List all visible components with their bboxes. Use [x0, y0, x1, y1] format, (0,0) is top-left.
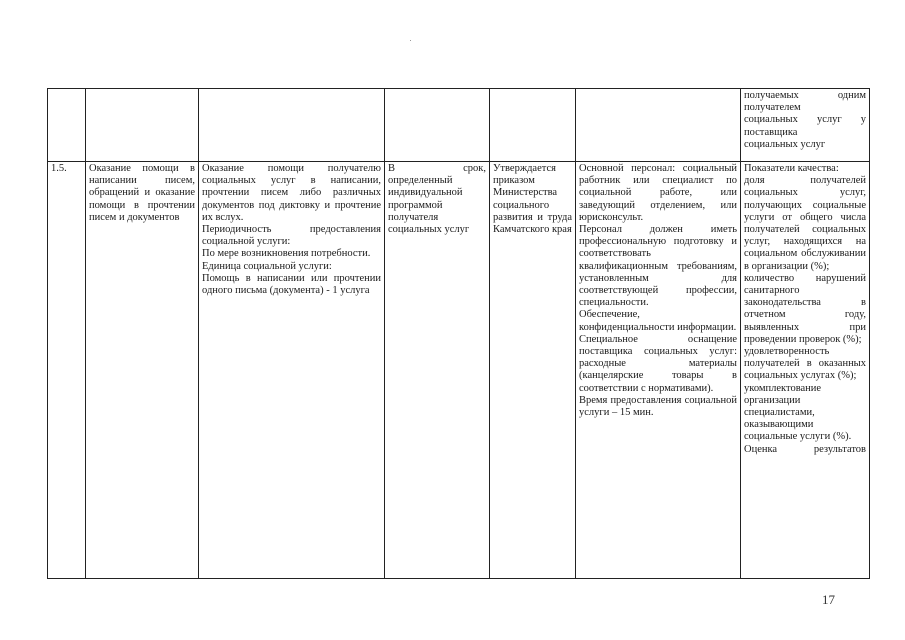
cell-empty	[48, 89, 86, 162]
continuation-line: социальных услуг у	[744, 114, 866, 126]
cell-quality-continuation	[741, 89, 870, 162]
continuation-line: получаемых одним	[744, 90, 866, 101]
cell-empty	[199, 89, 385, 162]
tariff-text: Утверждается приказом Министерства социального развития и труда Камчатского края	[493, 163, 572, 236]
unit-label: Единица социальной услуги:	[202, 260, 332, 272]
continuation-line: получателем	[744, 102, 801, 114]
services-table	[47, 88, 870, 579]
cell-conditions	[576, 162, 741, 579]
row-number: 1.5.	[51, 163, 67, 174]
conditions-time: Время предоставления социальной услуги – 15 мин.	[579, 394, 737, 419]
cell-quality	[741, 162, 870, 579]
service-name: Оказание помощи в написании писем, обращений и оказание помощи в прочтении писем и документов	[89, 163, 195, 223]
conditions-personnel: Основной персонал: социальный работник или специалист по социальной работе, или заведующий отделением, или юрисконсульт.	[579, 163, 737, 223]
quality-indicator: количество нарушений санитарного законодательства в отчетном году, выявленных при проведении проверок (%);	[744, 272, 866, 345]
cell-term	[385, 162, 490, 579]
cell-tariff	[490, 162, 576, 579]
cell-empty	[490, 89, 576, 162]
quality-indicator: удовлетворенность получателей в оказанных социальных услугах (%);	[744, 346, 866, 382]
periodicity-label: Периодичность предоставления социальной услуги:	[202, 224, 381, 248]
conditions-confidentiality: Обеспечение, конфиденциальности информации.	[579, 309, 737, 333]
cell-empty	[385, 89, 490, 162]
cell-row-number	[48, 162, 86, 579]
quality-indicator: доля получателей социальных услуг, получающих социальные услуги от общего числа получателей социальных услуг, находящихся на социальном обслуживании в организации (%);	[744, 175, 866, 272]
conditions-equipment: Специальное оснащение поставщика социальных услуг: расходные материалы (канцелярские товары в соответствии с нормативами).	[579, 333, 737, 394]
quality-indicator: укомплектование организации специалистами, оказывающими социальные услуги (%).	[744, 382, 852, 443]
page-number: 17	[822, 592, 835, 607]
continuation-line: поставщика	[744, 126, 798, 138]
term-text: В срок, определенный индивидуальной программой получателя социальных услуг	[388, 163, 486, 236]
scan-speck	[410, 40, 411, 41]
table-row-continuation	[48, 89, 870, 162]
conditions-training: Персонал должен иметь профессиональную подготовку и соответствовать квалификационным требованиям, установленным для соответствующей профессии, специальности.	[579, 224, 737, 309]
description-text: Оказание помощи получателю социальных услуг в написании, прочтении писем либо различных документов под диктовку и прочтение их вслух.	[202, 163, 381, 223]
quality-heading: Показатели качества:	[744, 163, 839, 174]
unit-value: Помощь в написании или прочтении одного письма (документа) - 1 услуга	[202, 272, 381, 297]
cell-service-name	[86, 162, 199, 579]
quality-assessment: Оценка результатов	[744, 443, 866, 455]
continuation-line: социальных услуг	[744, 138, 826, 150]
cell-empty	[86, 89, 199, 162]
cell-empty	[576, 89, 741, 162]
cell-description	[199, 162, 385, 579]
periodicity-value: По мере возникновения потребности.	[202, 248, 371, 260]
table-row-service	[48, 162, 870, 579]
